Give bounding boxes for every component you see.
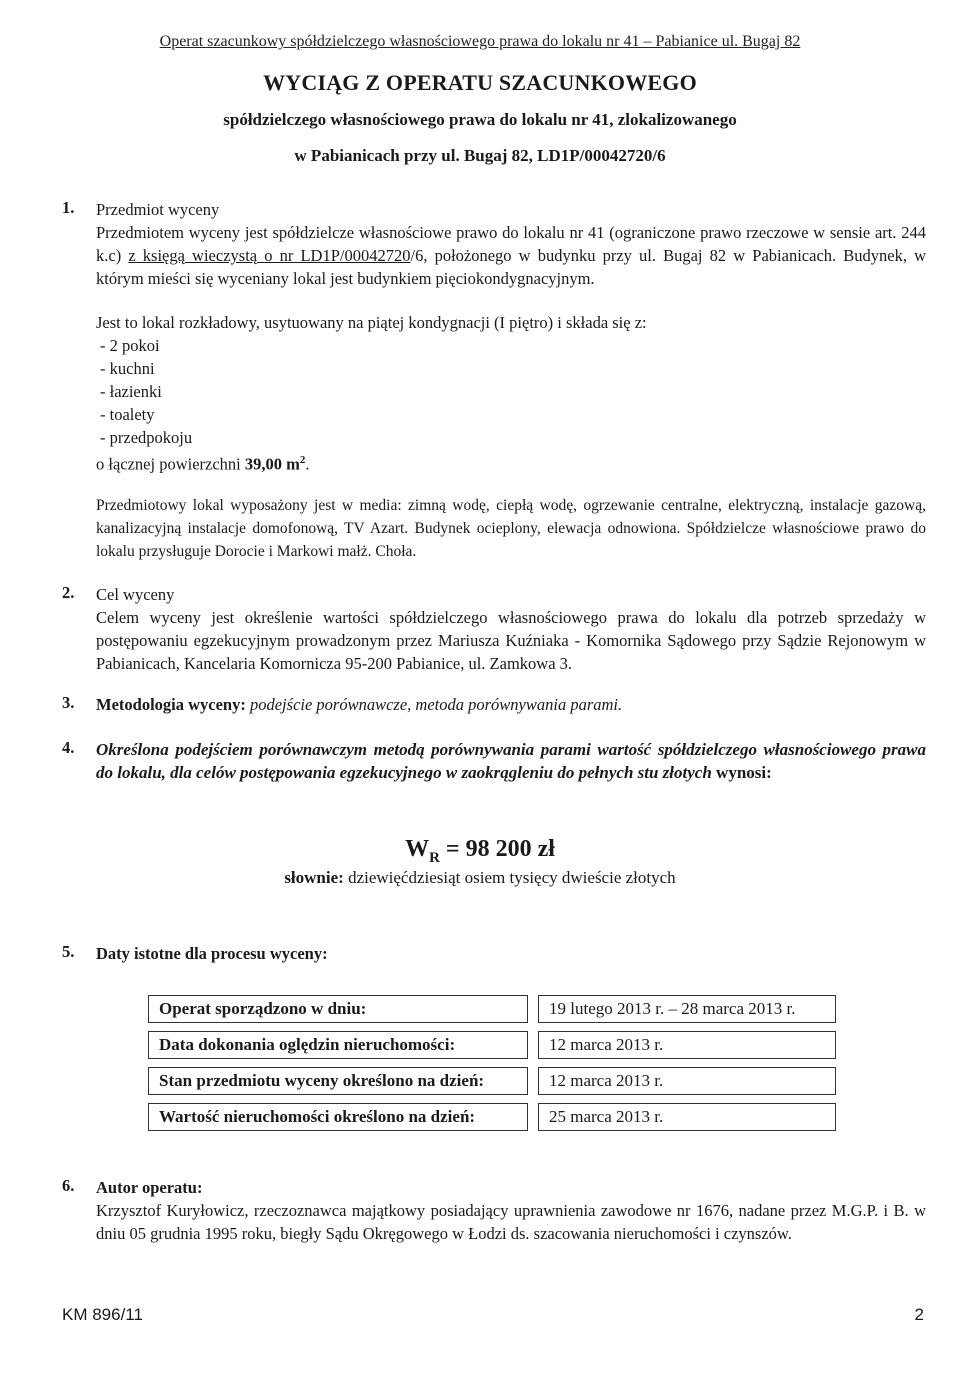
land-register-link[interactable]: z księgą wieczystą o nr LD1P/00042720 <box>128 246 411 265</box>
document-title: WYCIĄG Z OPERATU SZACUNKOWEGO <box>263 70 697 95</box>
section-1-equipment: Przedmiotowy lokal wyposażony jest w media: zimną wodę, ciepłą wodę, ogrzewanie centralne, elektryczną, instalacje gazową, kanalizacyjną instalacje domofonową, TV Azart. Budynek ocieplony, elewacja odnowiona. Spółdzielcze własnościowe prawo do lokalu przysługuje Dorocie i Markowi małż. Choła. <box>96 497 926 560</box>
words-label: słownie: <box>284 868 344 887</box>
date-value: 12 marca 2013 r. <box>538 1031 836 1059</box>
value-symbol: W <box>405 836 430 862</box>
section-1-paragraph-1 <box>96 221 926 290</box>
section-2-text: Celem wyceny jest określenie wartości spółdzielczego własnościowego prawa do lokalu dla potrzeb sprzedaży w postępowaniu egzekucyjnym prowadzonym przez Mariusza Kuźniaka - Komornika Sądowego przy Sądzie Rejonowym w Pabianicach, Kancelaria Komornicza 95-200 Pabianice, ul. Zamkowa 3. <box>96 608 926 673</box>
section-6-heading: Autor operatu: <box>96 1178 203 1197</box>
date-value: 12 marca 2013 r. <box>538 1067 836 1095</box>
title-subline-1: spółdzielczego własnościowego prawa do lokalu nr 41, zlokalizowanego <box>223 110 737 129</box>
area-unit-sup: 2 <box>299 454 306 466</box>
area-end: . <box>305 454 310 474</box>
value-amount: = 98 200 zł <box>439 836 555 862</box>
footer-reference: KM 896/11 <box>62 1305 143 1324</box>
list-item: - kuchni <box>100 359 155 378</box>
section-3 <box>96 693 926 716</box>
title-subline-2: w Pabianicach przy ul. Bugaj 82, LD1P/00042720/6 <box>294 146 666 165</box>
section-1-rooms <box>96 311 926 476</box>
dates-table <box>148 987 836 1139</box>
section-4-suffix: wynosi: <box>711 763 772 782</box>
table-row <box>148 1103 836 1131</box>
list-item: - 2 pokoi <box>100 336 160 355</box>
running-header: Operat szacunkowy spółdzielczego własnościowego prawa do lokalu nr 41 – Pabianice ul. Bugaj 82 <box>159 33 801 50</box>
section-4 <box>96 738 926 784</box>
section-2 <box>96 583 926 675</box>
date-value: 25 marca 2013 r. <box>538 1103 836 1131</box>
list-item: - łazienki <box>100 382 162 401</box>
value-in-words <box>0 868 960 888</box>
date-value: 19 lutego 2013 r. – 28 marca 2013 r. <box>538 995 836 1023</box>
date-label: Stan przedmiotu wyceny określono na dzień: <box>148 1067 528 1095</box>
value-subscript: R <box>429 849 440 866</box>
section-3-label: Metodologia wyceny: <box>96 695 250 714</box>
list-item: - przedpokoju <box>100 428 193 447</box>
section-6-number: 6. <box>62 1176 75 1195</box>
section-1-heading: Przedmiot wyceny <box>96 200 220 219</box>
section-4-number: 4. <box>62 738 75 757</box>
section-1-text-a: Przedmiotem wyceny jest spółdzielcze własnościowe prawo do lokalu nr 41 (ograniczone prawo rzeczowe w sensie art. 244 k.c) <box>96 223 926 265</box>
valuation-result <box>0 836 960 867</box>
date-label: Data dokonania oględzin nieruchomości: <box>148 1031 528 1059</box>
area-value: 39,00 m <box>244 454 300 474</box>
rooms-list <box>96 334 926 449</box>
date-label: Operat sporządzono w dniu: <box>148 995 528 1023</box>
table-row <box>148 995 836 1023</box>
section-2-heading: Cel wyceny <box>96 585 175 604</box>
page-number: 2 <box>914 1305 924 1324</box>
section-5-heading: Daty istotne dla procesu wyceny: <box>96 944 328 963</box>
section-5-number: 5. <box>62 942 75 961</box>
list-item: - toalety <box>100 405 155 424</box>
rooms-intro: Jest to lokal rozkładowy, usytuowany na piątej kondygnacji (I piętro) i składa się z: <box>96 313 647 332</box>
section-1-number: 1. <box>62 198 75 217</box>
table-row <box>148 1067 836 1095</box>
section-3-text: podejście porównawcze, metoda porównywania parami. <box>249 695 623 714</box>
section-6-text: Krzysztof Kuryłowicz, rzeczoznawca majątkowy posiadający uprawnienia zawodowe nr 1676, nadane przez M.G.P. i B. w dniu 05 grudnia 1995 roku, biegły Sądu Okręgowego w Łodzi ds. szacowania nieruchomości i czynszów. <box>96 1201 926 1243</box>
area-line <box>96 449 926 476</box>
section-6 <box>96 1176 926 1245</box>
section-4-text: Określona podejściem porównawczym metodą porównywania parami wartość spółdzielczego własnościowego prawa do lokalu, dla celów postępowania egzekucyjnego w zaokrągleniu do pełnych stu złotych <box>96 740 926 782</box>
table-row <box>148 1031 836 1059</box>
date-label: Wartość nieruchomości określono na dzień: <box>148 1103 528 1131</box>
section-1 <box>96 198 926 290</box>
area-prefix: o łącznej powierzchni <box>96 454 245 474</box>
section-2-number: 2. <box>62 583 75 602</box>
section-1-text-b: /6, położonego w budynku przy ul. Bugaj 82 w Pabianicach. Budynek, w którym mieści się wyceniany lokal jest budynkiem pięciokondygnacyjnym. <box>96 246 927 288</box>
section-3-number: 3. <box>62 693 75 712</box>
words-text: dziewięćdziesiąt osiem tysięcy dwieście złotych <box>343 868 676 887</box>
